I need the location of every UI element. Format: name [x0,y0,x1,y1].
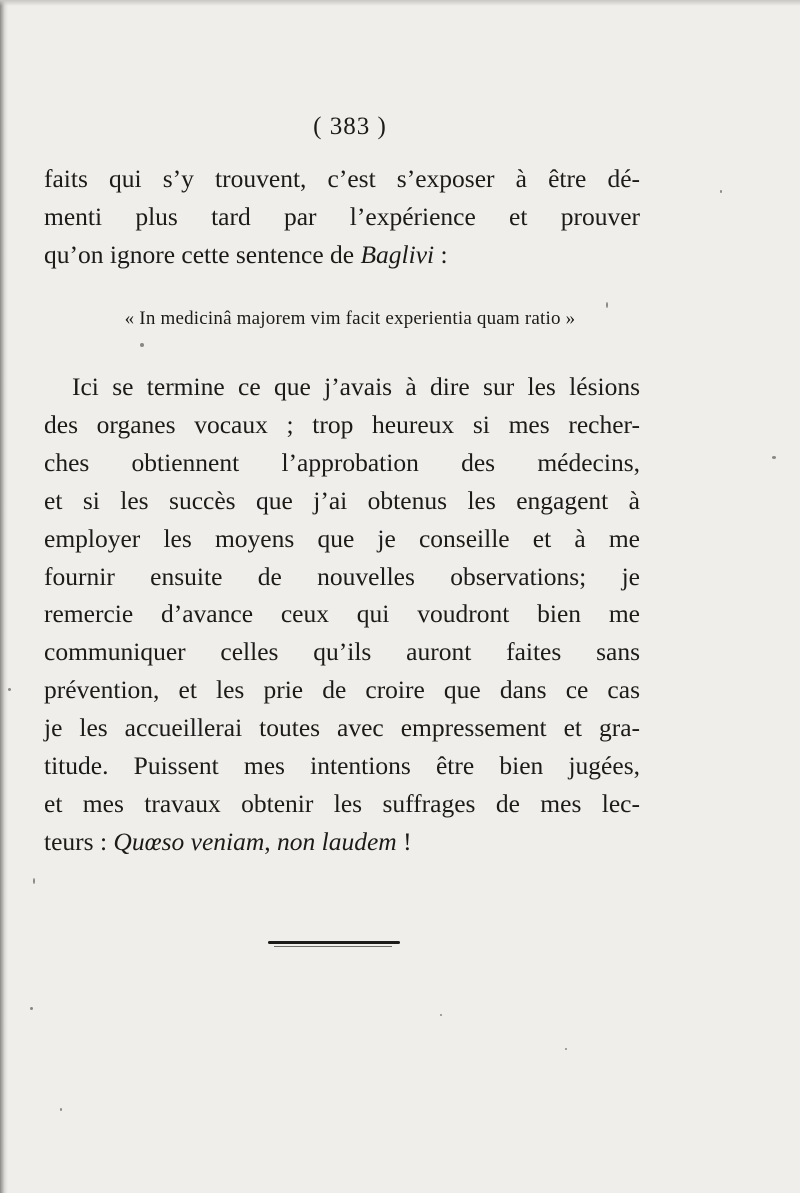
end-rule-underline [274,946,392,947]
text-line: remercie d’avance ceux qui voudront bien me [44,599,640,628]
text-line-segment: : [434,240,448,269]
text-line [44,238,640,272]
text-line-segment: qu’on ignore cette sentence de [44,240,361,269]
page-top-shadow [0,0,800,6]
text-line: employer les moyens que je conseille et à me [44,524,640,553]
text-line: titude. Puissent mes intentions être bien jugées, [44,751,640,780]
paper-speck [60,1108,62,1111]
end-rule [268,941,400,944]
text-line: communiquer celles qu’ils auront faites sans [44,637,640,666]
text-line: et si les succès que j’ai obtenus les engagent à [44,486,640,515]
paper-speck [606,302,608,308]
text-line: je les accueillerai toutes avec empressement et gra- [44,713,640,742]
text-line: menti plus tard par l’expérience et prouver [44,202,640,231]
text-line-segment: ! [396,827,412,856]
italic-phrase: Quœso veniam [113,827,265,856]
paper-speck [772,456,776,459]
paper-speck [720,190,722,193]
text-line: fournir ensuite de nouvelles observations; je [44,562,640,591]
paper-speck [440,1014,442,1016]
paper-speck [30,1007,33,1010]
text-line: faits qui s’y trouvent, c’est s’exposer à être dé- [44,164,640,193]
latin-quotation: « In medicinâ majorem vim facit experientia quam ratio » [124,308,576,329]
text-line: et mes travaux obtenir les suffrages de mes lec- [44,789,640,818]
page-number: ( 383 ) [313,113,387,140]
italic-name: Baglivi [360,240,435,269]
text-line: des organes vocaux ; trop heureux si mes recher- [44,410,640,439]
paper-speck [565,1048,567,1050]
text-line [44,825,640,859]
paper-speck [33,878,35,884]
text-line: Ici se termine ce que j’avais à dire sur les lésions [72,372,640,401]
text-line-segment: teurs : [44,827,114,856]
text-line-segment: , [264,827,278,856]
text-line: prévention, et les prie de croire que dans ce cas [44,675,640,704]
paper-speck [8,688,11,691]
italic-phrase: non laudem [277,827,397,856]
page-edge-shadow [0,0,8,1193]
paper-speck [140,343,144,347]
text-line: ches obtiennent l’approbation des médecins, [44,448,640,477]
